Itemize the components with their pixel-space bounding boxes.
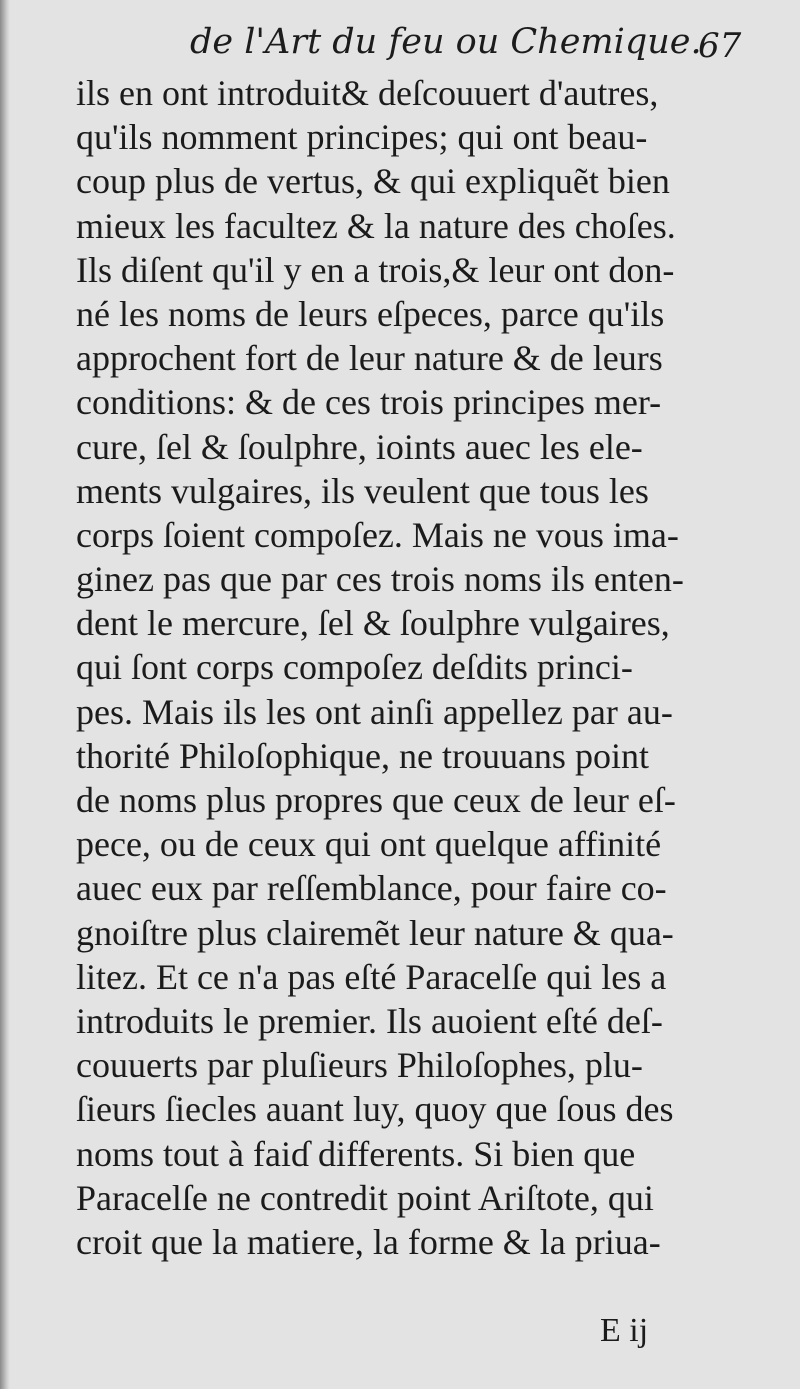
text-line: Ils diſent qu'il y en a trois,& leur ont don-: [76, 249, 675, 290]
text-line: noms tout à faiɗ differents. Si bien que: [76, 1133, 636, 1174]
text-line: Paracelſe ne contredit point Ariſtote, qui: [76, 1177, 654, 1218]
text-line: couuerts par pluſieurs Philoſophes, plu-: [76, 1045, 643, 1086]
text-line: coup plus de vertus, & qui expliquẽt bien: [76, 161, 670, 202]
text-line: introduits le premier. Ils auoient eſté deſ-: [76, 1000, 663, 1041]
text-line: ſieurs ſiecles auant luy, quoy que ſous des: [76, 1089, 674, 1130]
page-number: 67: [698, 26, 742, 66]
text-line: ments vulgaires, ils veulent que tous les: [76, 470, 649, 511]
text-line: auec eux par reſſemblance, pour faire co-: [76, 868, 667, 909]
text-line: thorité Philoſophique, ne trouuans point: [76, 735, 649, 776]
text-line: ginez pas que par ces trois noms ils enten-: [76, 559, 684, 600]
text-line: pece, ou de ceux qui ont quelque affinité: [76, 824, 662, 865]
text-line: ils en ont introduit& deſcouuert d'autres,: [76, 73, 659, 113]
text-line: approchent fort de leur nature & de leurs: [76, 338, 663, 379]
text-line: né les noms de leurs eſpeces, parce qu'ils: [76, 293, 665, 334]
signature-mark: E ij: [600, 1312, 649, 1349]
text-line: qui ſont corps compoſez deſdits princi-: [76, 647, 633, 688]
text-line: mieux les facultez & la nature des choſes.: [76, 205, 676, 246]
text-line: dent le mercure, ſel & ſoulphre vulgaires,: [76, 603, 670, 644]
running-title: de l'Art du feu ou Chemique.: [190, 22, 702, 62]
text-line: croit que la matiere, la forme & la priua-: [76, 1221, 661, 1262]
page-header: [0, 22, 800, 72]
text-line: corps ſoient compoſez. Mais ne vous ima-: [76, 514, 679, 555]
text-line: cure, ſel & ſoulphre, ioints auec les ele-: [76, 426, 643, 467]
page-gutter-shadow: [0, 0, 10, 1389]
text-line: conditions: & de ces trois principes mer-: [76, 382, 662, 423]
text-line: pes. Mais ils les ont ainſi appellez par au-: [76, 691, 673, 732]
text-line: gnoiſtre plus clairemẽt leur nature & qua-: [76, 912, 674, 953]
text-line: litez. Et ce n'a pas eſté Paracelſe qui les a: [76, 956, 667, 997]
text-line: de noms plus propres que ceux de leur eſ-: [76, 780, 676, 820]
body-text: [76, 71, 766, 1264]
text-line: qu'ils nomment principes; qui ont beau-: [76, 117, 648, 158]
